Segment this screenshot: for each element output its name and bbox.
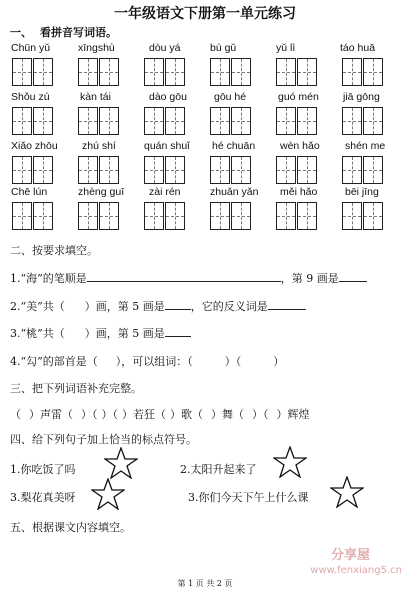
writing-cell[interactable]: [297, 156, 317, 184]
pinyin: hé chuān: [212, 140, 256, 152]
pinyin-row-1: [10, 42, 410, 56]
writing-cell[interactable]: [99, 107, 119, 135]
idiom-part: ）若狂（: [122, 408, 166, 421]
writing-cell[interactable]: [144, 156, 164, 184]
writing-grid-row-4: [10, 202, 410, 232]
pinyin: kàn tái: [80, 91, 111, 103]
writing-cell[interactable]: [297, 202, 317, 230]
pinyin: xīngshù: [78, 42, 115, 54]
writing-cell[interactable]: [165, 202, 185, 230]
question-1: [10, 270, 367, 286]
idiom-part: ）声雷（: [29, 408, 73, 421]
pinyin: shén me: [345, 140, 386, 152]
writing-cell[interactable]: [99, 58, 119, 86]
pinyin: zhuǎn yǎn: [210, 186, 259, 198]
writing-grid-row-3: [10, 156, 410, 186]
writing-grid-row-2: [10, 107, 410, 137]
question-4-text-d: ）: [273, 355, 285, 368]
writing-cell[interactable]: [33, 156, 53, 184]
writing-cell[interactable]: [342, 156, 362, 184]
writing-cell[interactable]: [276, 156, 296, 184]
answer-blank[interactable]: [339, 270, 367, 282]
writing-cell[interactable]: [99, 156, 119, 184]
question-4-text-b: ），可以组词：（: [115, 355, 193, 368]
question-1-text-a: 1.“海”的笔顺是: [10, 272, 87, 285]
star-punctuation-box[interactable]: [104, 447, 138, 479]
idiom-part: ）（: [81, 408, 98, 421]
section-1-number: 一、: [10, 26, 32, 39]
writing-cell[interactable]: [276, 107, 296, 135]
writing-cell[interactable]: [210, 107, 230, 135]
writing-cell[interactable]: [231, 58, 251, 86]
pinyin: zài rén: [149, 186, 181, 198]
pinyin: bù gǔ: [210, 42, 237, 54]
writing-cell[interactable]: [33, 202, 53, 230]
writing-cell[interactable]: [144, 58, 164, 86]
writing-cell[interactable]: [78, 156, 98, 184]
question-4-text-a: 4.“勾”的部首是（: [10, 355, 98, 368]
writing-cell[interactable]: [342, 202, 362, 230]
writing-cell[interactable]: [231, 107, 251, 135]
pinyin: Chē lún: [11, 186, 48, 198]
writing-grid-row-1: [10, 58, 410, 88]
section-4-heading: 四、给下列句子加上恰当的标点符号。: [10, 433, 197, 446]
idiom-part: （: [10, 408, 21, 421]
pinyin-row-4: [10, 186, 410, 200]
writing-cell[interactable]: [231, 202, 251, 230]
writing-cell[interactable]: [144, 107, 164, 135]
writing-cell[interactable]: [33, 107, 53, 135]
pinyin: Shǒu zú: [11, 91, 50, 103]
pinyin: dòu yá: [149, 42, 181, 54]
writing-cell[interactable]: [210, 156, 230, 184]
question-3-text-b: ）画，第 5 画是: [84, 327, 165, 340]
writing-cell[interactable]: [78, 107, 98, 135]
writing-cell[interactable]: [12, 107, 32, 135]
question-2-text-c: ，它的反义词是: [190, 300, 268, 313]
question-3: [10, 325, 191, 341]
writing-cell[interactable]: [276, 58, 296, 86]
writing-cell[interactable]: [297, 107, 317, 135]
idiom-part: ）（: [101, 408, 118, 421]
pinyin: gōu hé: [214, 91, 247, 103]
pinyin: guó mén: [278, 91, 319, 103]
page-footer: 第 1 页 共 2 页: [177, 579, 233, 588]
sentence-3: 3.梨花真美呀: [10, 491, 76, 504]
writing-cell[interactable]: [231, 156, 251, 184]
answer-blank[interactable]: [165, 325, 191, 337]
idiom-part: ）歌（: [170, 408, 203, 421]
pinyin: dào gōu: [149, 91, 187, 103]
writing-cell[interactable]: [363, 58, 383, 86]
pinyin: Chūn yǔ: [11, 42, 51, 54]
question-2-text-b: ）画，第 5 画是: [84, 300, 165, 313]
section-1-heading: [10, 24, 117, 40]
pinyin: yǔ lì: [276, 42, 296, 54]
sentence-4: 3.你们今天下午上什么课: [188, 491, 309, 504]
writing-cell[interactable]: [165, 107, 185, 135]
pinyin: quán shuǐ: [144, 140, 190, 152]
writing-cell[interactable]: [363, 107, 383, 135]
answer-blank[interactable]: [165, 298, 191, 310]
writing-cell[interactable]: [276, 202, 296, 230]
writing-cell[interactable]: [210, 58, 230, 86]
question-4: [10, 353, 284, 369]
writing-cell[interactable]: [33, 58, 53, 86]
writing-cell[interactable]: [12, 156, 32, 184]
star-punctuation-box[interactable]: [273, 446, 307, 478]
idiom-fill-line: [10, 406, 310, 422]
watermark-brand: 分享屋: [330, 548, 370, 563]
pinyin-row-3: [10, 140, 410, 154]
idiom-part: ）舞（: [211, 408, 244, 421]
answer-blank[interactable]: [268, 298, 306, 310]
question-2-text-a: 2.“美”共（: [10, 300, 65, 313]
writing-cell[interactable]: [210, 202, 230, 230]
section-3-heading: 三、把下列词语补充完整。: [10, 382, 142, 395]
sentence-1: 1.你吃饭了吗: [10, 463, 76, 476]
writing-cell[interactable]: [78, 58, 98, 86]
pinyin: wèn hǎo: [280, 140, 320, 152]
question-3-text-a: 3.“桃”共（: [10, 327, 65, 340]
writing-cell[interactable]: [12, 58, 32, 86]
pinyin: Xiǎo zhōu: [11, 140, 58, 152]
writing-cell[interactable]: [99, 202, 119, 230]
star-punctuation-box[interactable]: [330, 476, 364, 508]
section-1-text: 看拼音写词语。: [40, 26, 117, 39]
idiom-part: ）（: [252, 408, 269, 421]
writing-cell[interactable]: [12, 202, 32, 230]
writing-cell[interactable]: [78, 202, 98, 230]
question-4-text-c: ）（: [224, 355, 242, 368]
writing-cell[interactable]: [363, 202, 383, 230]
pinyin: táo huā: [340, 42, 376, 54]
question-2: [10, 298, 306, 314]
pinyin-row-2: [10, 91, 410, 105]
writing-cell[interactable]: [363, 156, 383, 184]
writing-cell[interactable]: [297, 58, 317, 86]
star-punctuation-box[interactable]: [91, 478, 125, 510]
writing-cell[interactable]: [165, 156, 185, 184]
section-2-heading: 二、按要求填空。: [10, 244, 98, 257]
writing-cell[interactable]: [144, 202, 164, 230]
writing-cell[interactable]: [165, 58, 185, 86]
question-1-text-b: ，第 9 画是: [280, 272, 339, 285]
answer-blank[interactable]: [87, 270, 281, 282]
sentence-2: 2.太阳升起来了: [180, 463, 257, 476]
pinyin: zhú shí: [82, 140, 116, 152]
section-5-heading: 五、根据课文内容填空。: [10, 521, 131, 534]
watermark-url: www.fenxiang5.cn: [310, 565, 402, 576]
pinyin: zhèng guī: [78, 186, 125, 198]
pinyin: bēi jīng: [345, 186, 379, 198]
pinyin: jiā gōng: [343, 91, 380, 103]
pinyin: měi hǎo: [280, 186, 318, 198]
writing-cell[interactable]: [342, 58, 362, 86]
writing-cell[interactable]: [342, 107, 362, 135]
page-title: 一年级语文下册第一单元练习: [114, 6, 296, 22]
idiom-part: ）辉煌: [276, 408, 310, 421]
